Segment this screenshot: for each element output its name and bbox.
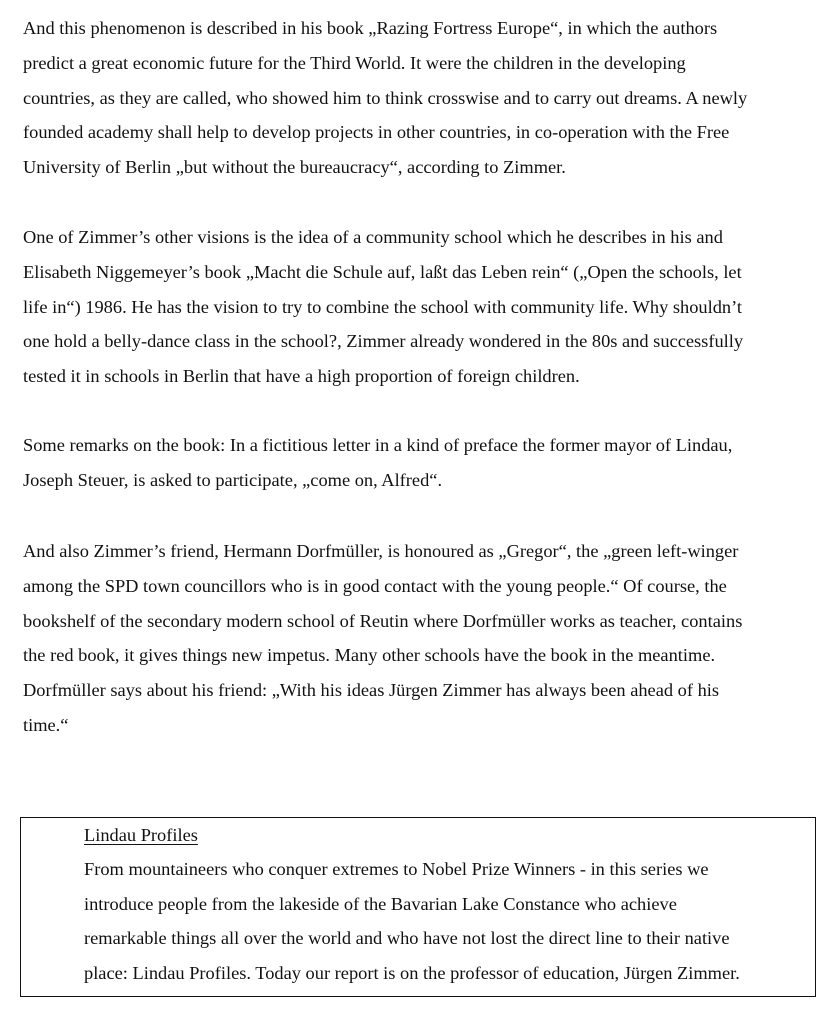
box-text-line: remarkable things all over the world and who have not lost the direct line to their native <box>84 928 730 949</box>
text-line: among the SPD town councillors who is in good contact with the young people.“ Of course, the <box>23 575 727 596</box>
box-text-line: introduce people from the lakeside of the Bavarian Lake Constance who achieve <box>84 893 677 914</box>
text-line: Joseph Steuer, is asked to participate, „come on, Alfred“. <box>23 469 443 490</box>
text-line: the red book, it gives things new impetus. Many other schools have the book in the meantime. <box>23 645 716 666</box>
box-title: Lindau Profiles <box>84 825 198 845</box>
paragraph-community-school <box>23 220 823 394</box>
text-line: predict a great economic future for the Third World. It were the children in the developing <box>23 52 686 73</box>
text-line: And this phenomenon is described in his book „Razing Fortress Europe“, in which the authors <box>23 18 718 38</box>
paragraph-dorfmueller <box>23 534 823 743</box>
text-line: life in“) 1986. He has the vision to try to combine the school with community life. Why shouldn’t <box>23 296 743 317</box>
box-body <box>84 852 814 990</box>
box-text-line: From mountaineers who conquer extremes to Nobel Prize Winners - in this series we <box>84 859 709 879</box>
text-line: one hold a belly-dance class in the school?, Zimmer already wondered in the 80s and successfully <box>23 331 744 352</box>
paragraph-remarks-on-book <box>23 428 823 498</box>
box-text-line: place: Lindau Profiles. Today our report is on the professor of education, Jürgen Zimmer. <box>84 962 740 983</box>
text-line: time.“ <box>23 714 69 735</box>
text-line: Elisabeth Niggemeyer’s book „Macht die Schule auf, laßt das Leben rein“ („Open the schools, let <box>23 261 742 282</box>
text-line: countries, as they are called, who showed him to think crosswise and to carry out dreams. A newly <box>23 87 748 108</box>
text-line: bookshelf of the secondary modern school of Reutin where Dorfmüller works as teacher, contains <box>23 610 743 631</box>
paragraph-book-razing-fortress-europe <box>23 11 823 185</box>
text-line: One of Zimmer’s other visions is the idea of a community school which he describes in his and <box>23 227 723 247</box>
text-line: And also Zimmer’s friend, Hermann Dorfmüller, is honoured as „Gregor“, the „green left-winger <box>23 541 739 561</box>
text-line: Dorfmüller says about his friend: „With his ideas Jürgen Zimmer has always been ahead of his <box>23 680 720 701</box>
text-line: Some remarks on the book: In a fictitious letter in a kind of preface the former mayor of Lindau, <box>23 435 733 455</box>
text-line: tested it in schools in Berlin that have a high proportion of foreign children. <box>23 366 580 387</box>
text-line: University of Berlin „but without the bureaucracy“, according to Zimmer. <box>23 157 566 178</box>
text-line: founded academy shall help to develop projects in other countries, in co-operation with the Free <box>23 122 730 143</box>
lindau-profiles-box <box>20 817 816 997</box>
